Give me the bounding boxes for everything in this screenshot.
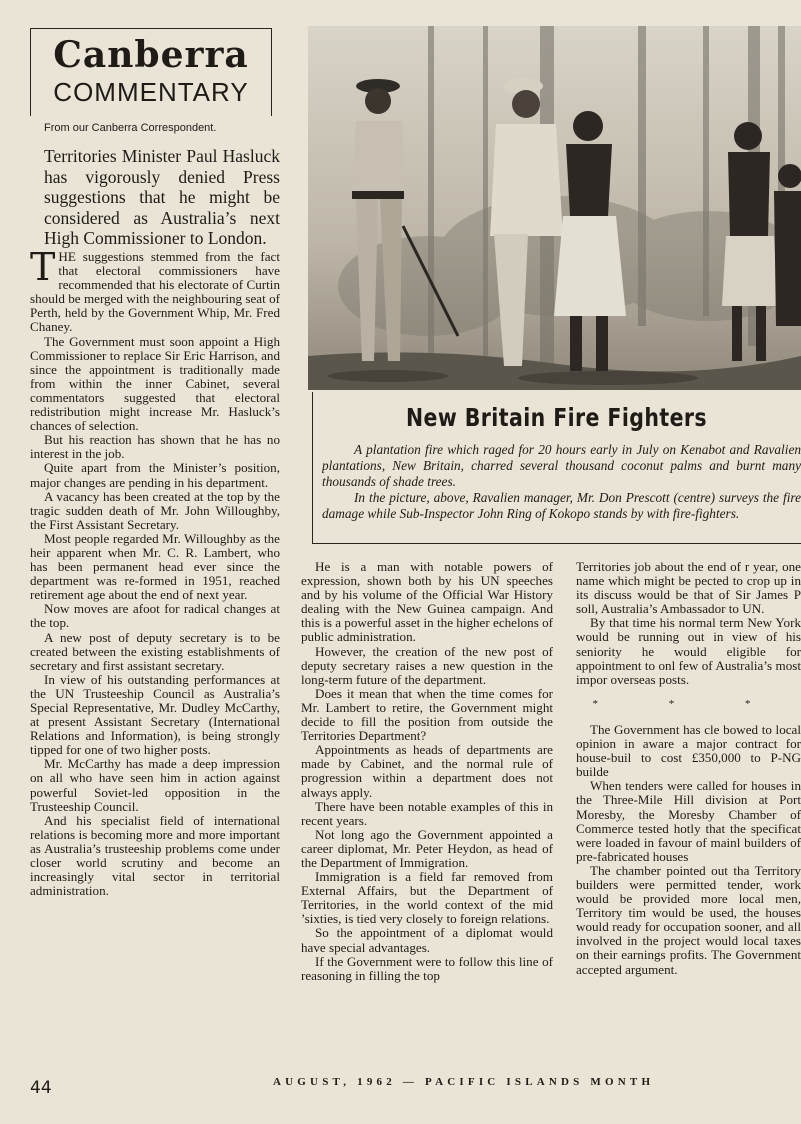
column1-paragraph-10: Mr. McCarthy has made a deep impression on all who have seen him in action against powerful Soviet-led opposition in the Trusteeship Council. [30,756,280,814]
column1-paragraph-11: And his specialist field of international relations is becoming more and more important as Australia’s trusteeship problems come under closer world scrutiny and become an increasingly vital sector in territorial administration. [30,812,280,899]
column1-paragraph-5: A vacancy has been created at the top by the tragic sudden death of Mr. John Willoughby, the First Assistant Secretary. [30,488,280,532]
column1-paragraph-4: Quite apart from the Minister’s position, major changes are pending in his department. [30,460,280,490]
column1-paragraph-7: Now moves are afoot for radical changes at the top. [30,601,280,631]
running-footer: AUGUST, 1962 — PACIFIC ISLANDS MONTH [273,1076,655,1088]
column3-paragraph-5: The chamber pointed out tha Territory builders were permitted tender, work would be provided more local men, Territory tim would be used, the houses would ready for occupation sooner, and all involved in the project would local taxes on their earnings profits. The Government accepted argument. [576,862,801,977]
page-number: 44 [30,1078,52,1098]
section-break-stars: * * * [592,697,785,710]
column1-paragraph-6: Most people regarded Mr. Willoughby as the heir apparent when Mr. C. R. Lambert, who has been permanent head ever since the department was re-formed in 1951, reached retirement age about the end of next year. [30,530,280,603]
column2-paragraph-7: Immigration is a field far removed from External Affairs, but the Department of Territories, in the world context of the mid ’sixties, is tied very closely to foreign relations. [301,869,553,927]
fire-fighters-photo [308,26,801,390]
article-column-3 [576,560,801,1065]
article-column-1 [30,250,280,1060]
column2-paragraph-4: Appointments as heads of departments are made by Cabinet, and the normal rule of progression within a department does not always apply. [301,742,553,800]
article-column-2 [301,560,553,1065]
column2-paragraph-9: If the Government were to follow this line of reasoning in filling the top [301,953,553,983]
photo-illustration [308,26,801,390]
column1-paragraph-9: In view of his outstanding performances at the UN Trusteeship Council as Australia’s Special Representative, Mr. Dudley McCarthy, at present Assistant Secretary (International Relations and Information), is being strongly tipped for one of two higher posts. [30,671,280,758]
column3-paragraph-4: When tenders were called for houses in the Three-Mile Hill division at Port Moresby, the Moresby Chamber of Commerce tested hotly that the specificat were loaded in favour of mainl builders of pre-fabricated houses [576,778,801,864]
column3-paragraph-1: Territories job about the end of r year, one name which might be pected to crop up in its discuss would be that of Sir James P soll, Australia’s Ambassador to UN. [576,560,801,617]
column2-paragraph-3: Does it mean that when the time comes for Mr. Lambert to retire, the Government might decide to fill the position from outside the Territories Department? [301,685,553,744]
column3-paragraph-3: The Government has cle bowed to local opinion in aware a major contract for house-buil to cost £350,000 to P-NG builde [576,721,801,780]
column1-paragraph-2: The Government must soon appoint a High Commissioner to replace Sir Eric Harrison, and since the appointment is traditionally made from within the inner Cabinet, several commentators suggested that electoral redistribution might increase Mr. Hasluck’s chances of selection. [30,333,280,434]
column1-paragraph-8: A new post of deputy secretary is to be created between the existing establishments of secretary and first assistant secretary. [30,629,280,673]
column2-paragraph-5: There have been notable examples of this in recent years. [301,798,553,828]
lead-paragraph: Territories Minister Paul Hasluck has vigorously denied Press suggestions that he might be considered as Australia’s next High Commissioner to London. [44,146,280,249]
caption-paragraph-1: A plantation fire which raged for 20 hours early in July on Kenabot and Ravalien plantations, New Britain, charred several thousand coconut palms and burnt many thousands of shade trees. [322,442,801,489]
column2-paragraph-2: However, the creation of the new post of deputy secretary raises a new question in the long-term future of the department. [301,643,553,687]
column3-paragraph-2: By that time his normal term New York would be running out in view of his seniority he would eligible for appointment to onl few of Australia’s most impor overseas posts. [576,615,801,687]
correspondent-byline: From our Canberra Correspondent. [44,122,217,134]
column2-paragraph-1: He is a man with notable powers of expression, shown both by his UN speeches and by his volume of the Official War History dealing with the New Guinea campaign. And this is a powerful asset in the higher echelons of public administration. [301,560,553,645]
dropcap: T [30,250,56,289]
column1-paragraph-3: But his reaction has shown that he has no interest in the job. [30,432,280,462]
column1-paragraph-1-text: HE suggestions stemmed from the fact that electoral commissioners have recommended that his electorate of Curtin should be merged with the neighbouring seat of Perth, held by the Government Whip, Mr. Fred Chaney. [30,250,280,335]
masthead [30,28,272,116]
caption-title: New Britain Fire Fighters [405,403,708,432]
masthead-subtitle: COMMENTARY [53,77,249,107]
column2-paragraph-6: Not long ago the Government appointed a career diplomat, Mr. Peter Heydon, as head of the Department of Immigration. [301,826,553,870]
masthead-title: Canberra [53,34,249,76]
column1-paragraph-1 [30,250,280,335]
caption-paragraph-2: In the picture, above, Ravalien manager, Mr. Don Prescott (centre) surveys the fire damage while Sub-Inspector John Ring of Kokopo stands by with fire-fighters. [322,490,801,521]
column2-paragraph-8: So the appointment of a diplomat would have special advantages. [301,925,553,955]
